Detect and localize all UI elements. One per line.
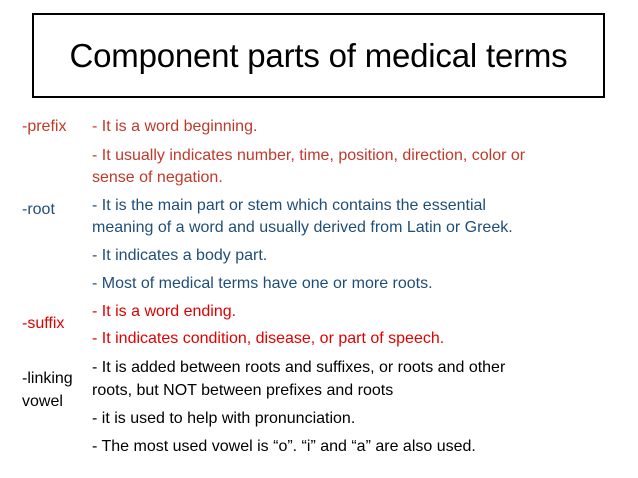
term-suffix: -suffix bbox=[22, 315, 65, 332]
linking-line: - It is added between roots and suffixes, or roots and other bbox=[92, 359, 506, 376]
term-linking-vowel-line2: vowel bbox=[22, 393, 63, 410]
term-root: -root bbox=[22, 201, 55, 218]
linking-line: roots, but NOT between prefixes and roots bbox=[92, 382, 394, 399]
prefix-line: - It is a word beginning. bbox=[92, 118, 258, 135]
suffix-line: - It is a word ending. bbox=[92, 303, 237, 320]
title-box bbox=[32, 13, 605, 98]
linking-line: - The most used vowel is “o”. “i” and “a” are also used. bbox=[92, 438, 476, 455]
root-line: - Most of medical terms have one or more roots. bbox=[92, 275, 433, 292]
term-prefix: -prefix bbox=[22, 118, 67, 135]
suffix-line: - It indicates condition, disease, or part of speech. bbox=[92, 330, 445, 347]
slide-title: Component parts of medical terms bbox=[69, 36, 568, 74]
root-line: - It indicates a body part. bbox=[92, 247, 268, 264]
prefix-line: sense of negation. bbox=[92, 169, 223, 186]
linking-line: - it is used to help with pronunciation. bbox=[92, 410, 356, 427]
root-line: meaning of a word and usually derived from Latin or Greek. bbox=[92, 219, 513, 236]
root-line: - It is the main part or stem which contains the essential bbox=[92, 197, 486, 214]
term-linking-vowel-line1: -linking bbox=[22, 370, 73, 387]
prefix-line: - It usually indicates number, time, position, direction, color or bbox=[92, 147, 526, 164]
